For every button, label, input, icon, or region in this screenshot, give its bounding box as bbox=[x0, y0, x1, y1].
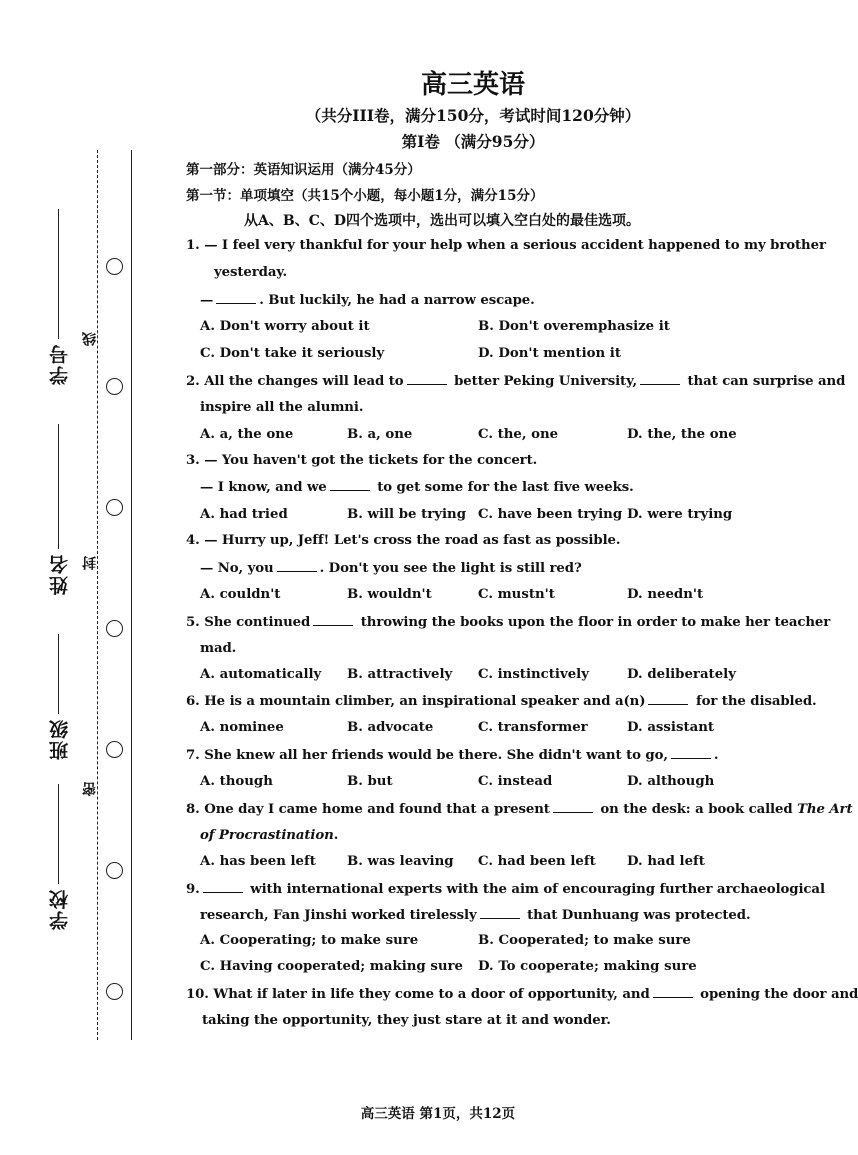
school-label: 学校 bbox=[49, 888, 71, 930]
question-9-option-d[interactable]: D. To cooperate; making sure bbox=[478, 959, 697, 974]
question-6-option-a[interactable]: A. nominee bbox=[200, 720, 284, 735]
question-3-option-b[interactable]: B. will be trying bbox=[347, 507, 467, 522]
question-5-option-a[interactable]: A. automatically bbox=[200, 667, 322, 682]
question-5-line-1: 5. She continued throwing the books upon the floor in order to make her teacher bbox=[186, 615, 831, 630]
seal-word-line: 线 bbox=[82, 332, 98, 346]
answer-blank[interactable] bbox=[653, 986, 693, 998]
part-heading: 第一部分：英语知识运用（满分45分） bbox=[186, 162, 421, 178]
question-6-line-1: 6. He is a mountain climber, an inspirational speaker and a(n) for the disabled. bbox=[186, 694, 817, 709]
question-9-option-b[interactable]: B. Cooperated; to make sure bbox=[478, 933, 691, 948]
answer-blank[interactable] bbox=[553, 801, 593, 813]
binding-hole-icon bbox=[106, 620, 123, 637]
class-label: 班级 bbox=[49, 718, 71, 760]
question-4-option-a[interactable]: A. couldn't bbox=[200, 587, 281, 602]
question-7-option-d[interactable]: D. although bbox=[627, 774, 715, 789]
question-5-option-d[interactable]: D. deliberately bbox=[627, 667, 736, 682]
question-1-option-d[interactable]: D. Don't mention it bbox=[478, 346, 621, 361]
question-4-line-1: 4. — Hurry up, Jeff! Let's cross the road as fast as possible. bbox=[186, 533, 621, 548]
answer-blank[interactable] bbox=[480, 907, 520, 919]
question-2-option-c[interactable]: C. the, one bbox=[478, 427, 559, 442]
answer-blank[interactable] bbox=[671, 747, 711, 759]
name-field bbox=[46, 420, 73, 595]
volume-title: 第I卷 （满分95分） bbox=[401, 132, 545, 151]
question-9-line-2: research, Fan Jinshi worked tirelessly that Dunhuang was protected. bbox=[200, 908, 751, 923]
question-6-option-b[interactable]: B. advocate bbox=[347, 720, 434, 735]
name-blank[interactable] bbox=[58, 424, 61, 549]
question-9-line-1: 9. with international experts with the aim of encouraging further archaeological bbox=[186, 882, 825, 897]
question-8-option-a[interactable]: A. has been left bbox=[200, 854, 316, 869]
answer-blank[interactable] bbox=[648, 693, 688, 705]
binding-hole-icon bbox=[106, 499, 123, 516]
binding-hole-icon bbox=[106, 983, 123, 1000]
class-field bbox=[46, 630, 73, 760]
question-5-option-c[interactable]: C. instinctively bbox=[478, 667, 589, 682]
school-blank[interactable] bbox=[58, 784, 61, 884]
answer-blank[interactable] bbox=[313, 614, 353, 626]
cut-line-dashed bbox=[97, 150, 98, 1040]
question-7-line-1: 7. She knew all her friends would be there. She didn't want to go, . bbox=[186, 748, 719, 763]
class-blank[interactable] bbox=[58, 634, 61, 714]
answer-blank[interactable] bbox=[203, 881, 243, 893]
question-7-option-b[interactable]: B. but bbox=[347, 774, 393, 789]
binding-hole-icon bbox=[106, 258, 123, 275]
question-9-option-c[interactable]: C. Having cooperated; making sure bbox=[200, 959, 463, 974]
binding-hole-icon bbox=[106, 378, 123, 395]
question-4-line-2: — No, you . Don't you see the light is still red? bbox=[200, 561, 582, 576]
answer-blank[interactable] bbox=[216, 292, 256, 304]
question-6-option-c[interactable]: C. transformer bbox=[478, 720, 588, 735]
question-2-option-a[interactable]: A. a, the one bbox=[200, 427, 294, 442]
answer-blank[interactable] bbox=[640, 373, 680, 385]
question-1-option-c[interactable]: C. Don't take it seriously bbox=[200, 346, 385, 361]
school-field bbox=[46, 780, 73, 930]
student-id-field bbox=[46, 205, 73, 385]
question-2-line-1: 2. All the changes will lead to better Peking University, that can surprise and bbox=[186, 374, 846, 389]
student-id-blank[interactable] bbox=[58, 209, 61, 339]
question-3-option-a[interactable]: A. had tried bbox=[200, 507, 288, 522]
binding-hole-icon bbox=[106, 741, 123, 758]
question-10-line-2: taking the opportunity, they just stare at it and wonder. bbox=[202, 1013, 611, 1028]
student-id-label: 学号 bbox=[49, 343, 71, 385]
answer-blank[interactable] bbox=[277, 560, 317, 572]
question-5-option-b[interactable]: B. attractively bbox=[347, 667, 453, 682]
answer-blank[interactable] bbox=[407, 373, 447, 385]
binding-line bbox=[131, 150, 132, 1040]
section-heading: 第一节：单项填空（共15个小题，每小题1分，满分15分） bbox=[186, 188, 544, 204]
question-2-option-b[interactable]: B. a, one bbox=[347, 427, 413, 442]
book-title-part-1: The Art bbox=[797, 802, 853, 817]
question-1-line-2: yesterday. bbox=[214, 265, 288, 280]
exam-title: 高三英语 bbox=[420, 70, 525, 100]
question-3-line-1: 3. — You haven't got the tickets for the concert. bbox=[186, 453, 538, 468]
question-2-line-2: inspire all the alumni. bbox=[200, 400, 364, 415]
question-4-option-b[interactable]: B. wouldn't bbox=[347, 587, 432, 602]
question-4-option-d[interactable]: D. needn't bbox=[627, 587, 704, 602]
question-8-option-b[interactable]: B. was leaving bbox=[347, 854, 454, 869]
answer-blank[interactable] bbox=[330, 479, 370, 491]
question-10-line-1: 10. What if later in life they come to a door of opportunity, and opening the door and bbox=[186, 987, 858, 1002]
book-title-part-2: of Procrastination bbox=[200, 828, 334, 843]
question-1-option-b[interactable]: B. Don't overemphasize it bbox=[478, 319, 670, 334]
question-3-line-2: — I know, and we to get some for the last five weeks. bbox=[200, 480, 634, 495]
question-3-option-d[interactable]: D. were trying bbox=[627, 507, 733, 522]
question-7-option-a[interactable]: A. though bbox=[200, 774, 273, 789]
question-1-option-a[interactable]: A. Don't worry about it bbox=[200, 319, 370, 334]
name-label: 姓名 bbox=[49, 553, 71, 595]
question-6-option-d[interactable]: D. assistant bbox=[627, 720, 715, 735]
exam-subtitle: （共分III卷，满分150分，考试时间120分钟） bbox=[305, 106, 641, 125]
question-8-line-1: 8. One day I came home and found that a present on the desk: a book called The Art bbox=[186, 802, 853, 817]
question-9-option-a[interactable]: A. Cooperating; to make sure bbox=[200, 933, 419, 948]
question-3-option-c[interactable]: C. have been trying bbox=[478, 507, 623, 522]
instruction-text: 从A、B、C、D四个选项中，选出可以填入空白处的最佳选项。 bbox=[244, 213, 640, 229]
question-8-line-2: of Procrastination. bbox=[200, 828, 339, 843]
question-5-line-2: mad. bbox=[200, 641, 237, 656]
binding-margin bbox=[0, 0, 150, 1155]
page-footer: 高三英语 第1页，共12页 bbox=[360, 1106, 516, 1122]
question-8-option-d[interactable]: D. had left bbox=[627, 854, 705, 869]
question-4-option-c[interactable]: C. mustn't bbox=[478, 587, 555, 602]
question-1-line-3: — . But luckily, he had a narrow escape. bbox=[200, 293, 535, 308]
question-2-option-d[interactable]: D. the, the one bbox=[627, 427, 737, 442]
question-8-option-c[interactable]: C. had been left bbox=[478, 854, 596, 869]
question-7-option-c[interactable]: C. instead bbox=[478, 774, 553, 789]
seal-word-secret: 密 bbox=[82, 782, 98, 796]
seal-word-seal: 封 bbox=[82, 556, 98, 570]
binding-hole-icon bbox=[106, 862, 123, 879]
question-1-line-1: 1. — I feel very thankful for your help when a serious accident happened to my brother bbox=[186, 238, 826, 253]
